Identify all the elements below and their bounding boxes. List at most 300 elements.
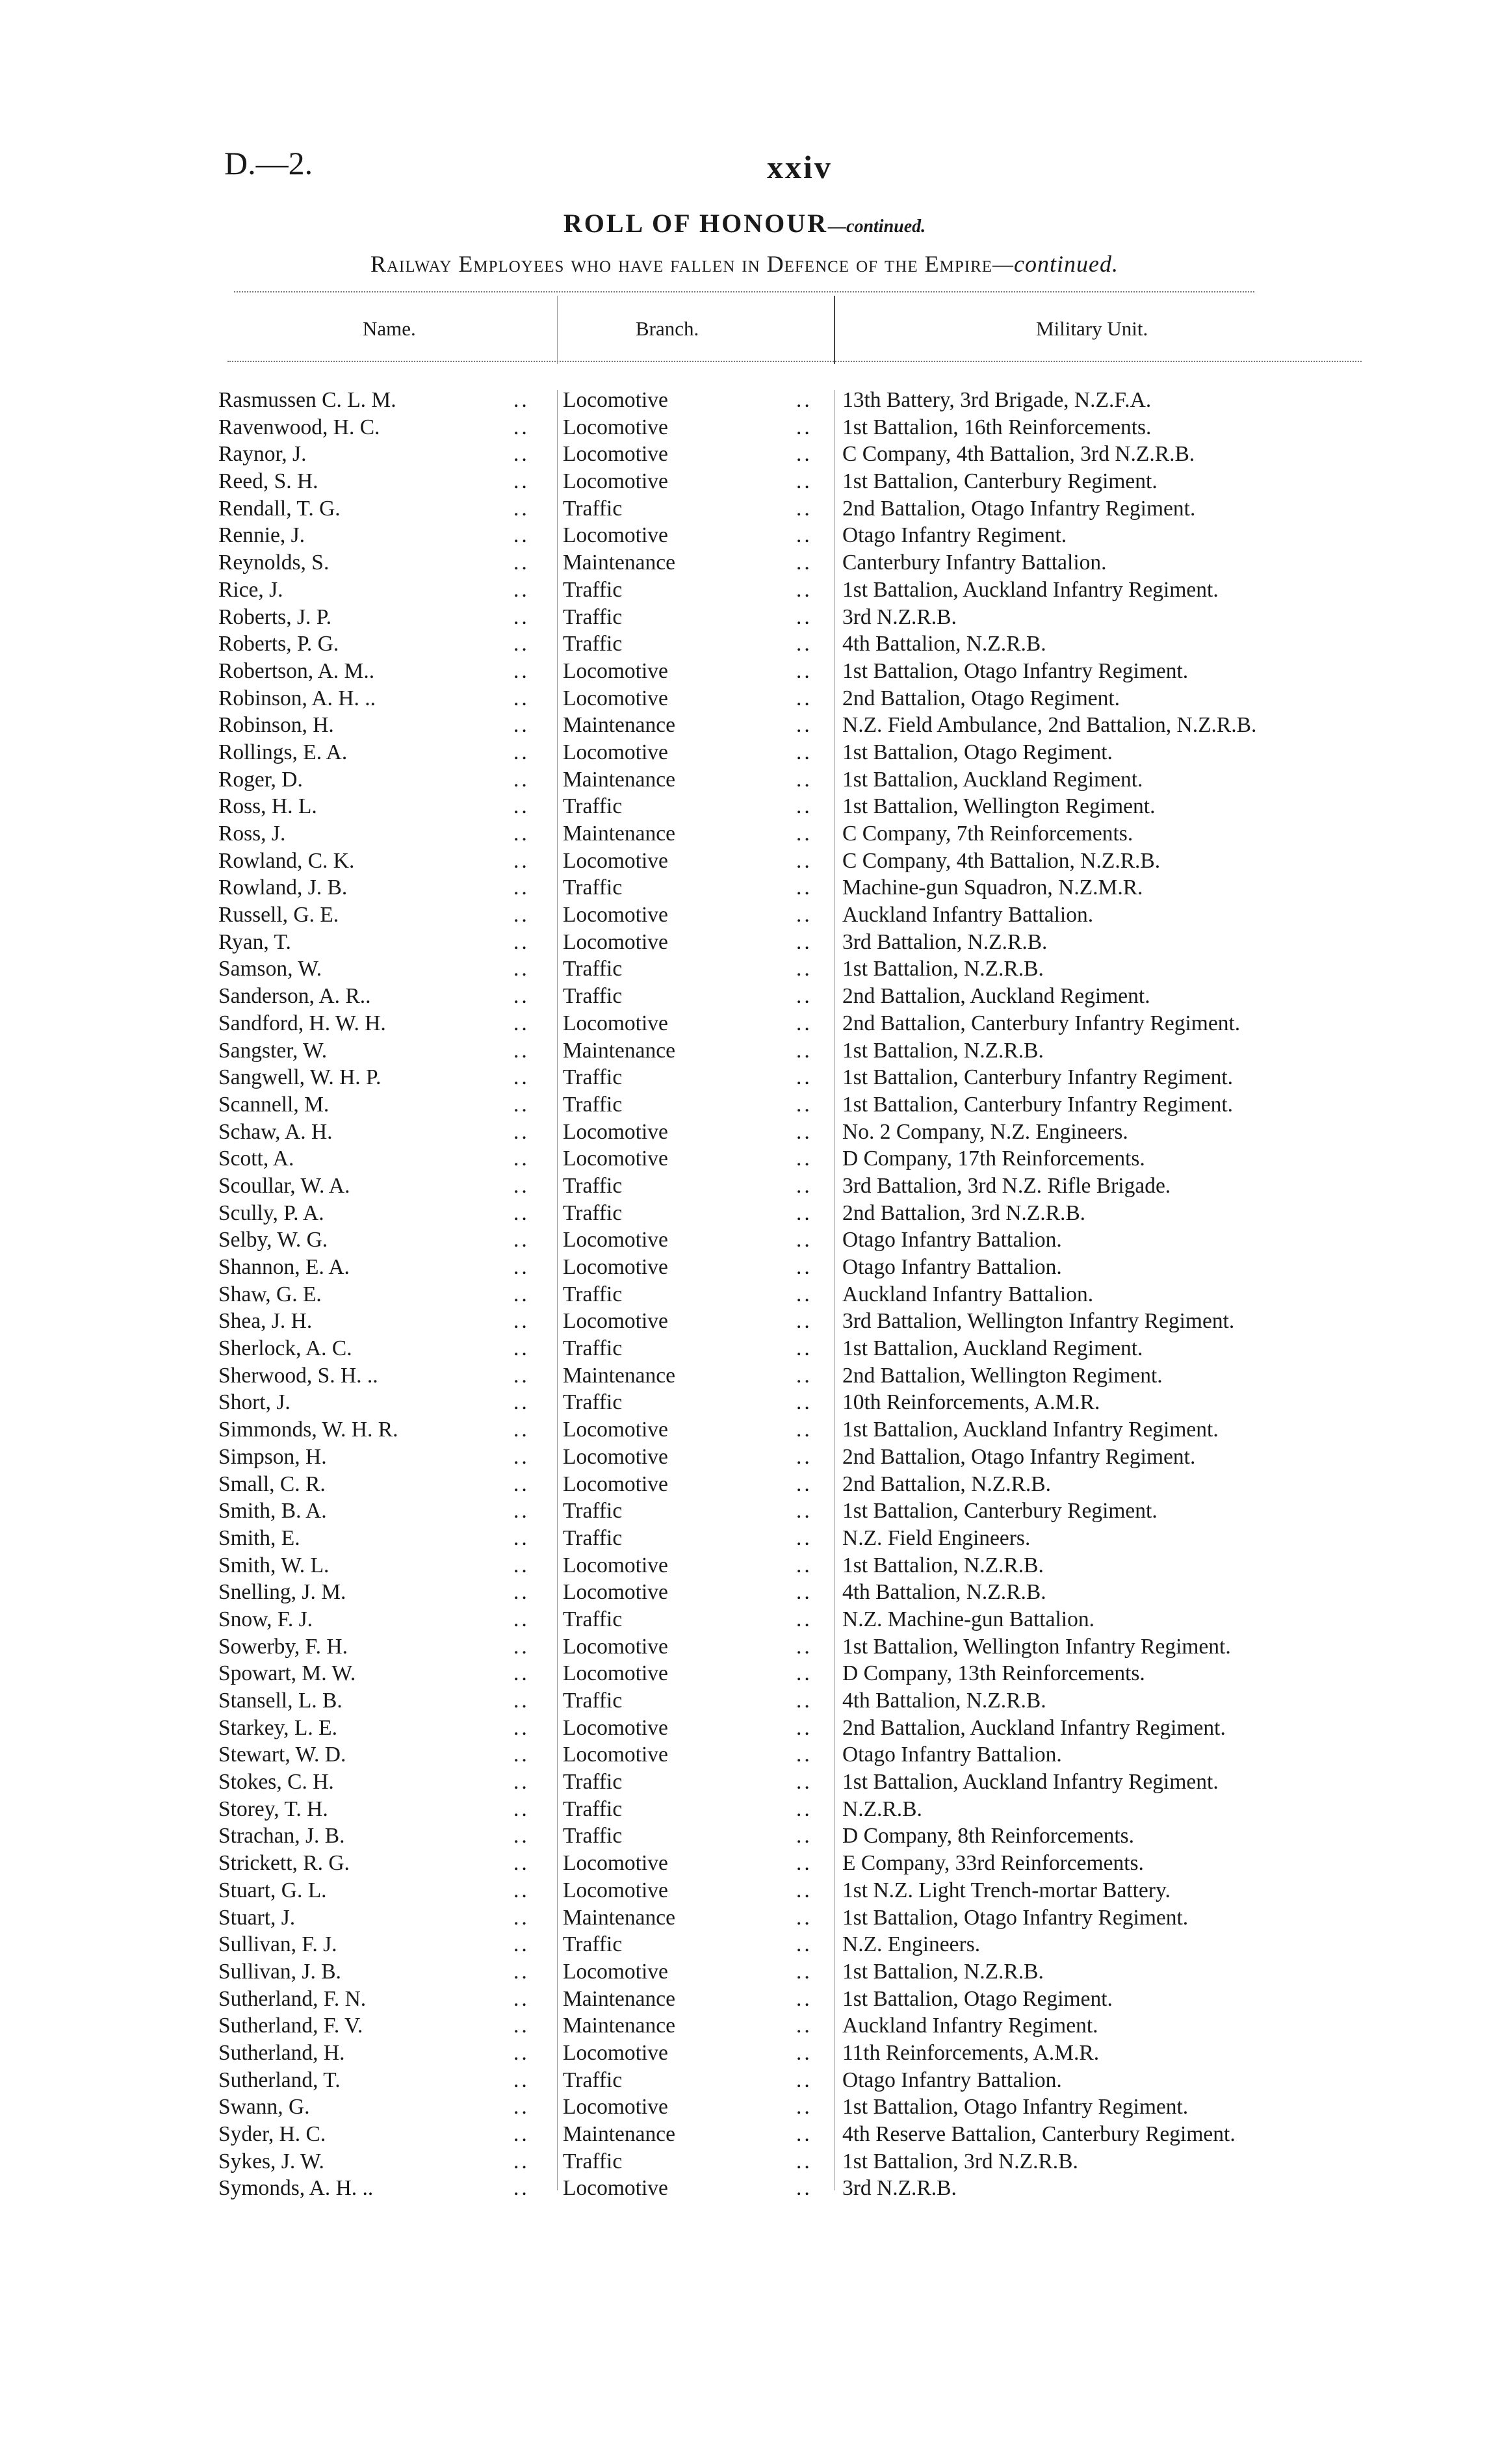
- table-row: [0, 1444, 1489, 1471]
- branch-cell: Traffic: [563, 1770, 623, 1795]
- table-row: [0, 793, 1489, 820]
- table-row: [0, 1010, 1489, 1037]
- table-row: [0, 1362, 1489, 1390]
- name-cell: Snelling, J. M.: [218, 1580, 346, 1605]
- unit-cell: 3rd Battalion, N.Z.R.B.: [842, 929, 1048, 954]
- table-row: [0, 1308, 1489, 1335]
- name-cell: Storey, T. H.: [218, 1796, 328, 1821]
- leader-dots: ..: [513, 929, 530, 954]
- unit-cell: 1st Battalion, N.Z.R.B.: [842, 957, 1044, 981]
- table-row: [0, 739, 1489, 766]
- branch-cell: Locomotive: [563, 658, 668, 683]
- leader-dots: ..: [796, 2014, 812, 2038]
- branch-cell: Locomotive: [563, 1959, 668, 1984]
- name-cell: Raynor, J.: [218, 442, 307, 467]
- column-divider-header-2: [834, 296, 835, 364]
- leader-dots: ..: [796, 415, 812, 439]
- branch-cell: Traffic: [563, 957, 623, 981]
- leader-dots: ..: [513, 1418, 530, 1442]
- leader-dots: ..: [513, 2068, 530, 2092]
- unit-cell: 1st Battalion, Auckland Infantry Regiment.: [842, 1418, 1219, 1442]
- leader-dots: ..: [513, 415, 530, 439]
- name-cell: Stokes, C. H.: [218, 1770, 334, 1795]
- leader-dots: ..: [513, 577, 530, 602]
- leader-dots: ..: [513, 1499, 530, 1524]
- unit-cell: 2nd Battalion, Wellington Regiment.: [842, 1363, 1163, 1388]
- branch-cell: Traffic: [563, 875, 623, 900]
- branch-cell: Locomotive: [563, 1851, 668, 1876]
- table-row: [0, 1579, 1489, 1606]
- name-cell: Rasmussen C. L. M.: [218, 388, 396, 412]
- branch-cell: Locomotive: [563, 2176, 668, 2201]
- table-row: [0, 2148, 1489, 2175]
- unit-cell: Machine-gun Squadron, N.Z.M.R.: [842, 875, 1143, 900]
- leader-dots: ..: [513, 1444, 530, 1469]
- branch-cell: Locomotive: [563, 1878, 668, 1902]
- name-cell: Starkey, L. E.: [218, 1715, 337, 1740]
- table-row: [0, 1850, 1489, 1877]
- unit-cell: 3rd Battalion, Wellington Infantry Regiment.: [842, 1309, 1235, 1334]
- branch-cell: Traffic: [563, 1092, 623, 1117]
- leader-dots: ..: [796, 388, 812, 412]
- leader-dots: ..: [513, 1472, 530, 1496]
- name-cell: Scott, A.: [218, 1147, 294, 1171]
- branch-cell: Traffic: [563, 1824, 623, 1848]
- branch-cell: Traffic: [563, 794, 623, 819]
- branch-cell: Traffic: [563, 2149, 623, 2173]
- leader-dots: ..: [513, 1634, 530, 1659]
- branch-cell: Locomotive: [563, 929, 668, 954]
- table-row: [0, 658, 1489, 685]
- table-row: [0, 468, 1489, 495]
- name-cell: Ryan, T.: [218, 929, 291, 954]
- unit-cell: 1st Battalion, Otago Infantry Regiment.: [842, 658, 1189, 683]
- unit-cell: 2nd Battalion, Otago Infantry Regiment.: [842, 1444, 1196, 1469]
- name-cell: Simmonds, W. H. R.: [218, 1418, 398, 1442]
- branch-cell: Locomotive: [563, 1444, 668, 1469]
- name-cell: Robinson, H.: [218, 713, 334, 738]
- name-cell: Reed, S. H.: [218, 469, 318, 494]
- leader-dots: ..: [513, 1119, 530, 1144]
- leader-dots: ..: [513, 1147, 530, 1171]
- unit-cell: 1st Battalion, Auckland Regiment.: [842, 1336, 1143, 1361]
- branch-cell: Locomotive: [563, 1255, 668, 1279]
- name-cell: Syder, H. C.: [218, 2122, 326, 2146]
- name-cell: Snow, F. J.: [218, 1607, 313, 1631]
- name-cell: Sangwell, W. H. P.: [218, 1065, 382, 1090]
- unit-cell: 11th Reinforcements, A.M.R.: [842, 2040, 1100, 2065]
- table-row: [0, 1254, 1489, 1281]
- page-reference: D.—2.: [224, 145, 313, 181]
- table-row: [0, 604, 1489, 631]
- leader-dots: ..: [796, 1282, 812, 1306]
- leader-dots: ..: [513, 1390, 530, 1415]
- subtitle-continued: —continued.: [992, 251, 1119, 277]
- unit-cell: 1st Battalion, Wellington Infantry Regiment.: [842, 1634, 1231, 1659]
- title-continued: —continued.: [828, 216, 926, 237]
- branch-cell: Traffic: [563, 1796, 623, 1821]
- leader-dots: ..: [796, 1580, 812, 1605]
- table-row: [0, 1687, 1489, 1715]
- header-rule-top: [234, 291, 1254, 292]
- name-cell: Robertson, A. M..: [218, 658, 375, 683]
- name-cell: Stuart, G. L.: [218, 1878, 327, 1902]
- name-cell: Stansell, L. B.: [218, 1689, 343, 1713]
- leader-dots: ..: [796, 523, 812, 548]
- table-row: [0, 577, 1489, 604]
- unit-cell: D Company, 13th Reinforcements.: [842, 1661, 1145, 1686]
- branch-cell: Locomotive: [563, 1418, 668, 1442]
- leader-dots: ..: [513, 1851, 530, 1876]
- leader-dots: ..: [796, 1796, 812, 1821]
- leader-dots: ..: [796, 1228, 812, 1252]
- name-cell: Samson, W.: [218, 957, 322, 981]
- leader-dots: ..: [513, 1607, 530, 1631]
- leader-dots: ..: [796, 1932, 812, 1957]
- table-row: [0, 2067, 1489, 2094]
- leader-dots: ..: [796, 1824, 812, 1848]
- leader-dots: ..: [513, 848, 530, 873]
- name-cell: Stuart, J.: [218, 1905, 296, 1930]
- branch-cell: Maintenance: [563, 2014, 675, 2038]
- leader-dots: ..: [513, 2014, 530, 2038]
- table-row: [0, 2040, 1489, 2067]
- leader-dots: ..: [796, 2176, 812, 2201]
- unit-cell: 1st Battalion, Wellington Regiment.: [842, 794, 1156, 819]
- name-cell: Sutherland, F. N.: [218, 1986, 367, 2011]
- title-text: ROLL OF HONOUR: [563, 209, 829, 238]
- leader-dots: ..: [796, 604, 812, 629]
- unit-cell: 1st Battalion, Otago Regiment.: [842, 740, 1113, 764]
- unit-cell: 4th Reserve Battalion, Canterbury Regiment.: [842, 2122, 1236, 2146]
- unit-cell: Auckland Infantry Regiment.: [842, 2014, 1098, 2038]
- name-cell: Shaw, G. E.: [218, 1282, 322, 1306]
- leader-dots: ..: [513, 551, 530, 575]
- table-row: [0, 549, 1489, 577]
- table-row: [0, 2012, 1489, 2040]
- name-cell: Scully, P. A.: [218, 1200, 324, 1225]
- leader-dots: ..: [513, 1038, 530, 1063]
- branch-cell: Locomotive: [563, 1309, 668, 1334]
- unit-cell: 3rd N.Z.R.B.: [842, 2176, 957, 2201]
- leader-dots: ..: [513, 1770, 530, 1795]
- table-row: [0, 685, 1489, 712]
- name-cell: Shannon, E. A.: [218, 1255, 350, 1279]
- leader-dots: ..: [513, 632, 530, 656]
- leader-dots: ..: [796, 496, 812, 521]
- leader-dots: ..: [796, 1878, 812, 1902]
- branch-cell: Maintenance: [563, 1905, 675, 1930]
- unit-cell: 1st Battalion, N.Z.R.B.: [842, 1553, 1044, 1577]
- name-cell: Sherlock, A. C.: [218, 1336, 352, 1361]
- leader-dots: ..: [796, 2095, 812, 2120]
- leader-dots: ..: [513, 2176, 530, 2201]
- table-row: [0, 630, 1489, 658]
- leader-dots: ..: [796, 658, 812, 683]
- unit-cell: Otago Infantry Battalion.: [842, 1228, 1062, 1252]
- table-row: [0, 2175, 1489, 2202]
- leader-dots: ..: [796, 632, 812, 656]
- name-cell: Sangster, W.: [218, 1038, 328, 1063]
- leader-dots: ..: [796, 1418, 812, 1442]
- table-row: [0, 1958, 1489, 1986]
- leader-dots: ..: [513, 1932, 530, 1957]
- table-row: [0, 522, 1489, 549]
- unit-cell: 2nd Battalion, N.Z.R.B.: [842, 1472, 1052, 1496]
- leader-dots: ..: [513, 686, 530, 710]
- leader-dots: ..: [513, 2095, 530, 2120]
- branch-cell: Locomotive: [563, 1715, 668, 1740]
- name-cell: Scannell, M.: [218, 1092, 330, 1117]
- unit-cell: Otago Infantry Battalion.: [842, 1255, 1062, 1279]
- table-row: [0, 1931, 1489, 1958]
- unit-cell: N.Z. Machine-gun Battalion.: [842, 1607, 1094, 1631]
- column-header-name: Name.: [363, 317, 416, 340]
- leader-dots: ..: [796, 1309, 812, 1334]
- name-cell: Roberts, P. G.: [218, 632, 339, 656]
- leader-dots: ..: [796, 794, 812, 819]
- leader-dots: ..: [513, 388, 530, 412]
- table-row: [0, 848, 1489, 875]
- branch-cell: Locomotive: [563, 903, 668, 927]
- leader-dots: ..: [513, 767, 530, 792]
- leader-dots: ..: [513, 957, 530, 981]
- leader-dots: ..: [513, 523, 530, 548]
- branch-cell: Locomotive: [563, 523, 668, 548]
- table-row: [0, 1226, 1489, 1254]
- branch-cell: Locomotive: [563, 415, 668, 439]
- branch-cell: Locomotive: [563, 442, 668, 467]
- name-cell: Russell, G. E.: [218, 903, 339, 927]
- branch-cell: Locomotive: [563, 1553, 668, 1577]
- unit-cell: E Company, 33rd Reinforcements.: [842, 1851, 1144, 1876]
- leader-dots: ..: [796, 442, 812, 467]
- leader-dots: ..: [513, 442, 530, 467]
- unit-cell: 1st Battalion, Auckland Regiment.: [842, 767, 1143, 792]
- leader-dots: ..: [796, 848, 812, 873]
- unit-cell: 1st N.Z. Light Trench-mortar Battery.: [842, 1878, 1171, 1902]
- unit-cell: 1st Battalion, N.Z.R.B.: [842, 1959, 1044, 1984]
- unit-cell: Auckland Infantry Battalion.: [842, 903, 1094, 927]
- table-row: [0, 1335, 1489, 1362]
- unit-cell: N.Z. Field Engineers.: [842, 1525, 1031, 1550]
- branch-cell: Traffic: [563, 1525, 623, 1550]
- name-cell: Small, C. R.: [218, 1472, 326, 1496]
- branch-cell: Locomotive: [563, 1011, 668, 1035]
- branch-cell: Traffic: [563, 1065, 623, 1090]
- table-row: [0, 1416, 1489, 1444]
- name-cell: Symonds, A. H. ..: [218, 2176, 374, 2201]
- branch-cell: Maintenance: [563, 1038, 675, 1063]
- unit-cell: 10th Reinforcements, A.M.R.: [842, 1390, 1100, 1415]
- table-row: [0, 1498, 1489, 1525]
- name-cell: Strickett, R. G.: [218, 1851, 350, 1876]
- leader-dots: ..: [513, 875, 530, 900]
- branch-cell: Maintenance: [563, 713, 675, 738]
- name-cell: Stewart, W. D.: [218, 1743, 346, 1767]
- name-cell: Sandford, H. W. H.: [218, 1011, 386, 1035]
- name-cell: Robinson, A. H. ..: [218, 686, 376, 710]
- leader-dots: ..: [796, 1038, 812, 1063]
- leader-dots: ..: [796, 1715, 812, 1740]
- branch-cell: Traffic: [563, 1173, 623, 1198]
- table-row: [0, 712, 1489, 739]
- table-row: [0, 874, 1489, 901]
- leader-dots: ..: [513, 1173, 530, 1198]
- table-row: [0, 1986, 1489, 2013]
- table-row: [0, 1877, 1489, 1904]
- name-cell: Smith, B. A.: [218, 1499, 327, 1524]
- branch-cell: Traffic: [563, 1200, 623, 1225]
- branch-cell: Locomotive: [563, 1472, 668, 1496]
- unit-cell: Otago Infantry Battalion.: [842, 1743, 1062, 1767]
- branch-cell: Traffic: [563, 984, 623, 1009]
- leader-dots: ..: [796, 2122, 812, 2146]
- leader-dots: ..: [513, 604, 530, 629]
- table-row: [0, 1715, 1489, 1742]
- leader-dots: ..: [513, 984, 530, 1009]
- table-row: [0, 1281, 1489, 1308]
- unit-cell: 1st Battalion, 16th Reinforcements.: [842, 415, 1152, 439]
- page-subtitle: [0, 250, 1489, 278]
- table-row: [0, 1091, 1489, 1119]
- leader-dots: ..: [513, 1743, 530, 1767]
- table-row: [0, 414, 1489, 441]
- leader-dots: ..: [513, 822, 530, 846]
- unit-cell: 4th Battalion, N.Z.R.B.: [842, 1580, 1046, 1605]
- table-row: [0, 1200, 1489, 1227]
- page-number: xxiv: [767, 149, 833, 185]
- name-cell: Schaw, A. H.: [218, 1119, 333, 1144]
- leader-dots: ..: [796, 929, 812, 954]
- leader-dots: ..: [796, 740, 812, 764]
- leader-dots: ..: [796, 957, 812, 981]
- table-row: [0, 1525, 1489, 1552]
- branch-cell: Locomotive: [563, 1634, 668, 1659]
- branch-cell: Traffic: [563, 604, 623, 629]
- leader-dots: ..: [796, 822, 812, 846]
- name-cell: Swann, G.: [218, 2095, 310, 2120]
- unit-cell: N.Z.R.B.: [842, 1796, 922, 1821]
- unit-cell: Otago Infantry Battalion.: [842, 2068, 1062, 2092]
- branch-cell: Traffic: [563, 2068, 623, 2092]
- name-cell: Sowerby, F. H.: [218, 1634, 348, 1659]
- leader-dots: ..: [513, 1092, 530, 1117]
- leader-dots: ..: [513, 1011, 530, 1035]
- table-row: [0, 1064, 1489, 1091]
- leader-dots: ..: [796, 1363, 812, 1388]
- leader-dots: ..: [796, 1607, 812, 1631]
- leader-dots: ..: [513, 1200, 530, 1225]
- leader-dots: ..: [796, 1173, 812, 1198]
- leader-dots: ..: [513, 1309, 530, 1334]
- branch-cell: Locomotive: [563, 1119, 668, 1144]
- leader-dots: ..: [796, 1011, 812, 1035]
- leader-dots: ..: [513, 496, 530, 521]
- unit-cell: 2nd Battalion, Canterbury Infantry Regiment.: [842, 1011, 1241, 1035]
- leader-dots: ..: [796, 2068, 812, 2092]
- leader-dots: ..: [513, 1525, 530, 1550]
- name-cell: Rowland, C. K.: [218, 848, 355, 873]
- table-row: [0, 495, 1489, 523]
- leader-dots: ..: [513, 1878, 530, 1902]
- branch-cell: Locomotive: [563, 1661, 668, 1686]
- name-cell: Ravenwood, H. C.: [218, 415, 380, 439]
- unit-cell: 4th Battalion, N.Z.R.B.: [842, 1689, 1046, 1713]
- leader-dots: ..: [796, 1472, 812, 1496]
- unit-cell: 2nd Battalion, 3rd N.Z.R.B.: [842, 1200, 1086, 1225]
- branch-cell: Maintenance: [563, 1363, 675, 1388]
- leader-dots: ..: [796, 1661, 812, 1686]
- branch-cell: Locomotive: [563, 1580, 668, 1605]
- branch-cell: Locomotive: [563, 388, 668, 412]
- branch-cell: Traffic: [563, 1607, 623, 1631]
- name-cell: Roberts, J. P.: [218, 604, 332, 629]
- branch-cell: Maintenance: [563, 767, 675, 792]
- branch-cell: Maintenance: [563, 551, 675, 575]
- table-row: [0, 1173, 1489, 1200]
- leader-dots: ..: [513, 1905, 530, 1930]
- unit-cell: 1st Battalion, Auckland Infantry Regiment.: [842, 577, 1219, 602]
- leader-dots: ..: [796, 1390, 812, 1415]
- leader-dots: ..: [796, 1743, 812, 1767]
- unit-cell: 2nd Battalion, Auckland Regiment.: [842, 984, 1150, 1009]
- name-cell: Scoullar, W. A.: [218, 1173, 350, 1198]
- unit-cell: 3rd N.Z.R.B.: [842, 604, 957, 629]
- branch-cell: Traffic: [563, 1282, 623, 1306]
- table-row: [0, 1145, 1489, 1173]
- unit-cell: 1st Battalion, N.Z.R.B.: [842, 1038, 1044, 1063]
- table-row: [0, 1037, 1489, 1065]
- unit-cell: 1st Battalion, Otago Infantry Regiment.: [842, 1905, 1189, 1930]
- branch-cell: Traffic: [563, 577, 623, 602]
- table-row: [0, 2094, 1489, 2121]
- leader-dots: ..: [513, 1336, 530, 1361]
- leader-dots: ..: [796, 713, 812, 738]
- name-cell: Rollings, E. A.: [218, 740, 348, 764]
- leader-dots: ..: [796, 1092, 812, 1117]
- leader-dots: ..: [796, 875, 812, 900]
- leader-dots: ..: [796, 551, 812, 575]
- table-row: [0, 820, 1489, 848]
- unit-cell: N.Z. Engineers.: [842, 1932, 981, 1957]
- name-cell: Shea, J. H.: [218, 1309, 313, 1334]
- leader-dots: ..: [796, 1336, 812, 1361]
- leader-dots: ..: [513, 469, 530, 494]
- table-row: [0, 766, 1489, 794]
- unit-cell: Otago Infantry Regiment.: [842, 523, 1067, 548]
- unit-cell: 2nd Battalion, Otago Regiment.: [842, 686, 1120, 710]
- table-row: [0, 1119, 1489, 1146]
- header-rule-bottom: [227, 361, 1362, 362]
- leader-dots: ..: [513, 1228, 530, 1252]
- table-row: [0, 1822, 1489, 1850]
- name-cell: Short, J.: [218, 1390, 291, 1415]
- unit-cell: 2nd Battalion, Auckland Infantry Regiment.: [842, 1715, 1226, 1740]
- name-cell: Rowland, J. B.: [218, 875, 348, 900]
- branch-cell: Locomotive: [563, 848, 668, 873]
- name-cell: Ross, H. L.: [218, 794, 317, 819]
- unit-cell: 1st Battalion, Otago Regiment.: [842, 1986, 1113, 2011]
- branch-cell: Traffic: [563, 1689, 623, 1713]
- branch-cell: Locomotive: [563, 686, 668, 710]
- unit-cell: D Company, 17th Reinforcements.: [842, 1147, 1145, 1171]
- table-row: [0, 1796, 1489, 1823]
- page-title: [0, 208, 1489, 239]
- leader-dots: ..: [513, 1715, 530, 1740]
- leader-dots: ..: [513, 2122, 530, 2146]
- name-cell: Sutherland, H.: [218, 2040, 345, 2065]
